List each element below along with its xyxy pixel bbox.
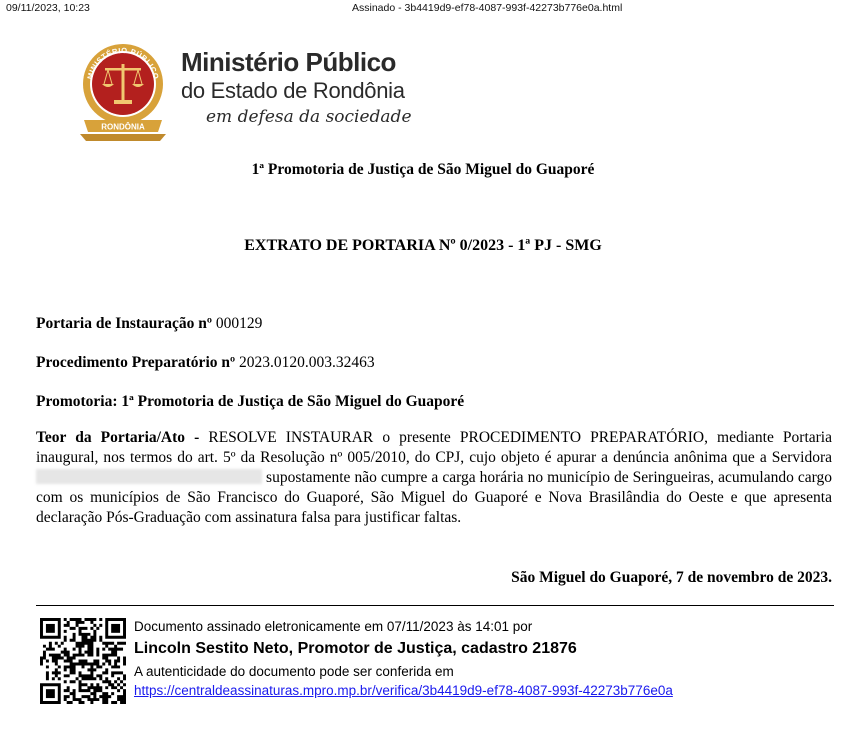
brand-name-line1: Ministério Público [181, 47, 396, 77]
procedimento-line [36, 354, 832, 372]
procedimento-label: Procedimento Preparatório nº [36, 354, 236, 371]
brand-tagline: em defesa da sociedade [206, 107, 412, 127]
seal-top-text: MINISTÉRIO PÚBLICO [85, 45, 161, 81]
print-datetime: 09/11/2023, 10:23 [6, 2, 90, 14]
seal-banner-text: RONDÔNIA [101, 122, 145, 132]
authenticity-note: A autenticidade do documento pode ser conferida em [134, 664, 454, 679]
teor-paragraph [36, 428, 832, 528]
signature-statement: Documento assinado eletronicamente em 07/11/2023 às 14:01 por [134, 619, 533, 634]
teor-text-before: RESOLVE INSTAURAR o presente PROCEDIMENTO PREPARATÓRIO, mediante Portaria inaugural, nos termos do art. 5º da Resolução nº 005/2010, do CPJ, cujo objeto é apurar a denúncia anônima que a Servidora [36, 429, 832, 466]
print-file-title: Assinado - 3b4419d9-ef78-4087-993f-42273b776e0a.html [352, 2, 623, 14]
signature-divider [36, 605, 834, 606]
portaria-label: Portaria de Instauração nº [36, 315, 213, 332]
brand-name-line2: do Estado de Rondônia [181, 78, 405, 103]
promotoria-value: 1ª Promotoria de Justiça de São Miguel do Guaporé [121, 393, 465, 410]
signer-name: Lincoln Sestito Neto, Promotor de Justiça, cadastro 21876 [134, 640, 577, 657]
ministerio-publico-seal-logo [78, 40, 168, 147]
redacted-name [36, 469, 262, 484]
portaria-line [36, 315, 832, 333]
portaria-value: 000129 [215, 315, 263, 332]
office-heading: 1ª Promotoria de Justiça de São Miguel do Guaporé [251, 161, 595, 178]
promotoria-label: Promotoria: [36, 393, 118, 410]
procedimento-value: 2023.0120.003.32463 [238, 354, 375, 371]
teor-text-after: supostamente não cumpre a carga horária no município de Seringueiras, acumulando cargo com os municípios de São Francisco do Guaporé, São Miguel do Guaporé e Nova Brasilândia do Oeste e que apresenta declaração Pós-Graduação com assinatura falsa para justificar faltas. [36, 469, 833, 526]
promotoria-line [36, 393, 832, 411]
teor-label: Teor da Portaria/Ato - [36, 429, 200, 446]
verification-link[interactable]: https://centraldeassinaturas.mpro.mp.br/verifica/3b4419d9-ef78-4087-993f-42273b776e0a [134, 683, 673, 698]
document-title: EXTRATO DE PORTARIA Nº 0/2023 - 1ª PJ - SMG [244, 237, 602, 254]
place-date: São Miguel do Guaporé, 7 de novembro de 2023. [511, 569, 832, 586]
qr-code-icon[interactable] [40, 618, 126, 709]
